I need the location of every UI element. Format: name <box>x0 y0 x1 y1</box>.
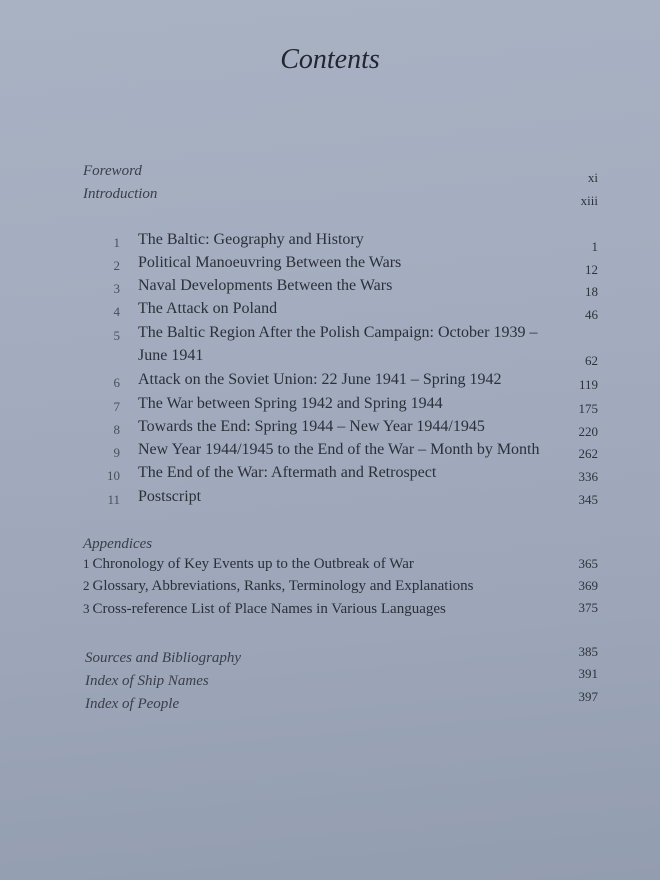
chapter-title: Political Manoeuvring Between the Wars <box>138 254 402 271</box>
chapter-page: 175 <box>578 401 598 416</box>
appendix-number: 2 <box>83 578 90 593</box>
chapter-title: The War between Spring 1942 and Spring 1944 <box>138 395 443 412</box>
chapter-title: New Year 1944/1945 to the End of the War – Month by Month <box>138 441 540 458</box>
back-matter-page: 385 <box>578 644 598 659</box>
appendix-page: 365 <box>578 556 598 571</box>
chapter-page: 345 <box>578 492 598 507</box>
chapter-title: The Baltic: Geography and History <box>138 231 364 248</box>
chapter-number: 6 <box>113 375 120 390</box>
back-matter-label: Index of Ship Names <box>85 673 209 689</box>
chapter-number: 11 <box>107 492 120 507</box>
back-matter-page: 397 <box>578 689 598 704</box>
chapter-title: The End of the War: Aftermath and Retrospect <box>138 464 437 481</box>
chapter-page: 336 <box>578 469 598 484</box>
chapter-page: 1 <box>591 239 598 254</box>
front-matter-page: xi <box>587 170 598 185</box>
appendix-title: Cross-reference List of Place Names in Various Languages <box>92 601 446 617</box>
chapter-number: 8 <box>113 422 120 437</box>
chapter-number: 9 <box>113 445 120 460</box>
appendices-heading: Appendices <box>83 536 153 552</box>
appendix-item <box>83 578 473 595</box>
chapter-page: 62 <box>585 353 598 368</box>
back-matter-label: Index of People <box>85 696 180 712</box>
chapter-title: Postscript <box>138 488 202 505</box>
chapter-page: 12 <box>585 262 598 277</box>
chapter-page: 18 <box>585 284 598 299</box>
appendix-page: 375 <box>578 600 598 615</box>
chapter-number: 5 <box>113 328 120 343</box>
chapter-title: The Attack on Poland <box>138 300 278 317</box>
appendix-page: 369 <box>578 578 598 593</box>
page-title: Contents <box>280 44 380 75</box>
back-matter-page: 391 <box>578 666 598 681</box>
appendix-title: Chronology of Key Events up to the Outbreak of War <box>92 556 414 572</box>
appendix-title: Glossary, Abbreviations, Ranks, Terminology and Explanations <box>92 578 474 594</box>
chapter-page: 46 <box>585 307 598 322</box>
appendix-item <box>83 556 414 573</box>
appendix-item <box>83 601 446 618</box>
appendix-number: 1 <box>83 556 90 571</box>
front-matter-label: Foreword <box>83 163 142 179</box>
chapter-title: Towards the End: Spring 1944 – New Year 1944/1945 <box>138 418 485 435</box>
chapter-number: 3 <box>113 281 120 296</box>
chapter-title-continued: June 1941 <box>138 347 204 364</box>
front-matter-page: xiii <box>580 193 598 208</box>
chapter-title: Naval Developments Between the Wars <box>138 277 393 294</box>
chapter-number: 1 <box>113 235 120 250</box>
appendix-number: 3 <box>83 601 90 616</box>
chapter-number: 4 <box>113 304 120 319</box>
chapter-page: 262 <box>578 446 598 461</box>
chapter-page: 119 <box>578 377 598 392</box>
back-matter-label: Sources and Bibliography <box>85 650 242 666</box>
front-matter-label: Introduction <box>83 186 158 202</box>
chapter-title: Attack on the Soviet Union: 22 June 1941 – Spring 1942 <box>138 371 502 388</box>
chapter-number: 2 <box>113 258 120 273</box>
chapter-number: 7 <box>113 399 120 414</box>
chapter-page: 220 <box>578 424 598 439</box>
chapter-number: 10 <box>107 468 120 483</box>
chapter-title: The Baltic Region After the Polish Campaign: October 1939 – <box>138 324 538 341</box>
